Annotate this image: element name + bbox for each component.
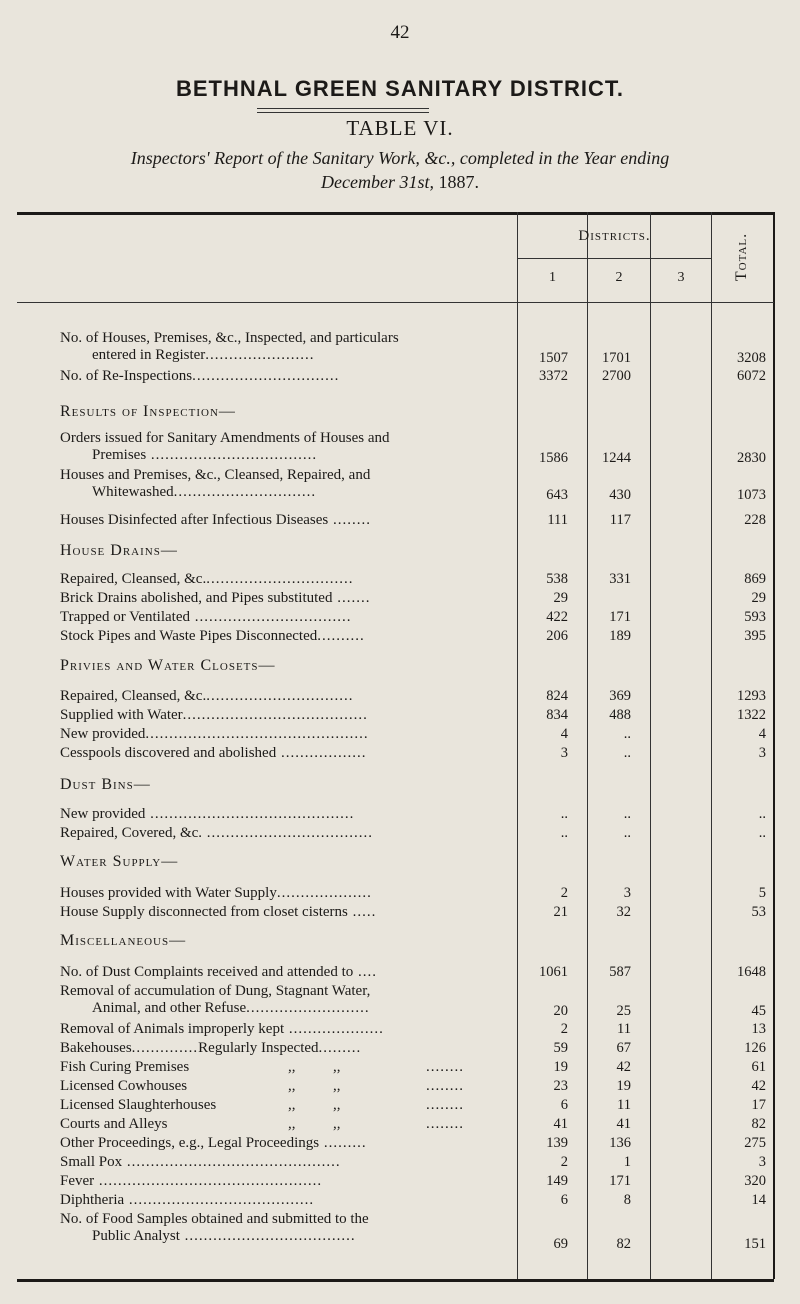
table-cell: 1293 (737, 688, 766, 704)
table-cell: 1586 (539, 450, 568, 466)
row-label: Repaired, Covered, &c. ................................... (60, 825, 374, 841)
table-cell: 136 (609, 1135, 631, 1151)
table-cell: 3372 (539, 368, 568, 384)
section-heading: Water Supply— (60, 853, 179, 870)
row-label: Other Proceedings, e.g., Legal Proceedings ......... (60, 1135, 367, 1151)
row-label: Houses Disinfected after Infectious Diseases ........ (60, 512, 371, 528)
row-label: Removal of accumulation of Dung, Stagnant Water, Animal, and other Refuse.......................... (60, 983, 371, 1016)
row-label: Removal of Animals improperly kept .................... (60, 1021, 384, 1037)
table-cell: .. (560, 825, 568, 841)
table-cell: 117 (609, 512, 631, 528)
table-cell: 25 (616, 1003, 631, 1019)
table-cell: 69 (553, 1236, 568, 1252)
table-cell: 6 (560, 1097, 568, 1113)
table-cell: 488 (609, 707, 631, 723)
table-cell: 275 (744, 1135, 766, 1151)
table-cell: 20 (553, 1003, 568, 1019)
table-cell: 59 (553, 1040, 568, 1056)
row-label: No. of Re-Inspections............................... (60, 368, 340, 384)
row-label: Diphtheria ....................................... (60, 1192, 315, 1208)
table-subtitle (20, 146, 780, 194)
row-label: Cesspools discovered and abolished .................. (60, 745, 367, 761)
row-label: No. of Houses, Premises, &c., Inspected, and particulars entered in Register....................... (60, 330, 399, 363)
table-cell: 538 (546, 571, 568, 587)
row-label: Houses and Premises, &c., Cleansed, Repaired, and Whitewashed.............................. (60, 467, 371, 500)
table-cell: 320 (744, 1173, 766, 1189)
table-cell: .. (623, 726, 631, 742)
table-cell: 17 (751, 1097, 766, 1113)
section-heading: House Drains— (60, 542, 178, 559)
table-cell: 1 (623, 1154, 631, 1170)
table-cell: 19 (616, 1078, 631, 1094)
section-heading: Privies and Water Closets— (60, 657, 276, 674)
table-cell: 171 (609, 609, 631, 625)
table-cell: 2 (560, 885, 568, 901)
table-cell: 1648 (737, 964, 766, 980)
table-cell: 2700 (602, 368, 631, 384)
row-label: Trapped or Ventilated ................................. (60, 609, 352, 625)
row-label: Houses provided with Water Supply.................... (60, 885, 372, 901)
table-cell: 189 (609, 628, 631, 644)
row-label: Stock Pipes and Waste Pipes Disconnected.......... (60, 628, 365, 644)
table-cell: .. (560, 806, 568, 822)
row-label: Licensed Cowhouses ,, ,, ........ (60, 1078, 464, 1094)
table-cell: 82 (616, 1236, 631, 1252)
table-cell: 395 (744, 628, 766, 644)
table-cell: 2 (560, 1154, 568, 1170)
table-cell: 32 (616, 904, 631, 920)
table-cell: 139 (546, 1135, 568, 1151)
section-heading: Results of Inspection— (60, 403, 236, 420)
table-cell: .. (758, 825, 766, 841)
table-cell: 1322 (737, 707, 766, 723)
table-cell: 8 (623, 1192, 631, 1208)
table-cell: 67 (616, 1040, 631, 1056)
row-label: Courts and Alleys ,, ,, ........ (60, 1116, 464, 1132)
row-label: Licensed Slaughterhouses ,, ,, ........ (60, 1097, 464, 1113)
table-cell: 11 (617, 1021, 631, 1037)
table-cell: 1073 (737, 487, 766, 503)
table-cell: 42 (616, 1059, 631, 1075)
table-cell: 149 (546, 1173, 568, 1189)
table-cell: 21 (553, 904, 568, 920)
table-cell: 593 (744, 609, 766, 625)
row-label: No. of Dust Complaints received and attended to .... (60, 964, 378, 980)
table-cell: 61 (751, 1059, 766, 1075)
table-cell: .. (623, 825, 631, 841)
header-rule (518, 258, 711, 259)
table-cell: 53 (751, 904, 766, 920)
table-cell: 2 (560, 1021, 568, 1037)
header-rule (17, 302, 774, 303)
table-cell: 869 (744, 571, 766, 587)
table-cell: 331 (609, 571, 631, 587)
row-label: Fish Curing Premises ,, ,, ........ (60, 1059, 464, 1075)
table-cell: 41 (553, 1116, 568, 1132)
column-rule (650, 212, 651, 1279)
table-cell: 3 (623, 885, 631, 901)
row-label: Bakehouses..............Regularly Inspected......... (60, 1040, 362, 1056)
table-cell: 3 (758, 745, 766, 761)
table-cell: 3 (758, 1154, 766, 1170)
table-cell: 41 (616, 1116, 631, 1132)
table-cell: 5 (758, 885, 766, 901)
table-cell: 4 (560, 726, 568, 742)
subtitle-line-2: December 31st, 1887. (321, 172, 479, 192)
table-cell: 23 (553, 1078, 568, 1094)
total-header: Total. (733, 232, 750, 282)
table-cell: 834 (546, 707, 568, 723)
table-cell: 19 (553, 1059, 568, 1075)
table-cell: 1507 (539, 350, 568, 366)
table-cell: 430 (609, 487, 631, 503)
table-cell: 151 (744, 1236, 766, 1252)
table-cell: 1061 (539, 964, 568, 980)
row-label: Small Pox ............................................. (60, 1154, 341, 1170)
row-label: No. of Food Samples obtained and submitted to the Public Analyst .................................... (60, 1211, 369, 1244)
subtitle-year: 1887. (438, 172, 479, 192)
table-cell: .. (758, 806, 766, 822)
table-cell: 228 (744, 512, 766, 528)
district-3-header: 3 (677, 270, 685, 285)
table-cell: 206 (546, 628, 568, 644)
row-label: Repaired, Cleansed, &c................................ (60, 571, 354, 587)
table-cell: 3208 (737, 350, 766, 366)
table-cell: 1244 (602, 450, 631, 466)
table-cell: 11 (617, 1097, 631, 1113)
page-number: 42 (390, 22, 410, 43)
table-cell: .. (623, 806, 631, 822)
table-cell: .. (623, 745, 631, 761)
subtitle-line-1: Inspectors' Report of the Sanitary Work, &c., completed in the Year ending (130, 148, 670, 168)
table-cell: 824 (546, 688, 568, 704)
table-cell: 29 (553, 590, 568, 606)
table-cell: 13 (751, 1021, 766, 1037)
table-cell: 643 (546, 487, 568, 503)
table-cell: 6072 (737, 368, 766, 384)
district-2-header: 2 (615, 270, 623, 285)
table-cell: 111 (547, 512, 568, 528)
table-cell: 14 (751, 1192, 766, 1208)
title-divider (257, 108, 429, 113)
table-cell: 1701 (602, 350, 631, 366)
row-label: Brick Drains abolished, and Pipes substituted ....... (60, 590, 371, 606)
row-label: House Supply disconnected from closet cisterns ..... (60, 904, 377, 920)
section-heading: Dust Bins— (60, 776, 151, 793)
district-1-header: 1 (549, 270, 556, 285)
row-label: New provided ........................................... (60, 806, 355, 822)
table-cell: 171 (609, 1173, 631, 1189)
column-rule (773, 212, 775, 1279)
table-cell: 587 (609, 964, 631, 980)
table-cell: 4 (758, 726, 766, 742)
district-title: BETHNAL GREEN SANITARY DISTRICT. (176, 76, 624, 101)
table-cell: 369 (609, 688, 631, 704)
table-cell: 82 (751, 1116, 766, 1132)
table-title: TABLE VI. (346, 116, 454, 140)
row-label: Supplied with Water....................................... (60, 707, 368, 723)
table-cell: 45 (751, 1003, 766, 1019)
section-heading: Miscellaneous— (60, 932, 187, 949)
row-label: Fever ............................................... (60, 1173, 323, 1189)
row-label: Repaired, Cleansed, &c................................ (60, 688, 354, 704)
table-cell: 126 (744, 1040, 766, 1056)
table-cell: 422 (546, 609, 568, 625)
districts-header: Districts. (578, 228, 651, 244)
table-cell: 6 (560, 1192, 568, 1208)
table-cell: 3 (560, 745, 568, 761)
row-label: New provided............................................... (60, 726, 369, 742)
table-cell: 2830 (737, 450, 766, 466)
table-cell: 29 (751, 590, 766, 606)
row-label: Orders issued for Sanitary Amendments of Houses and Premises ................................... (60, 430, 390, 463)
table-cell: 42 (751, 1078, 766, 1094)
